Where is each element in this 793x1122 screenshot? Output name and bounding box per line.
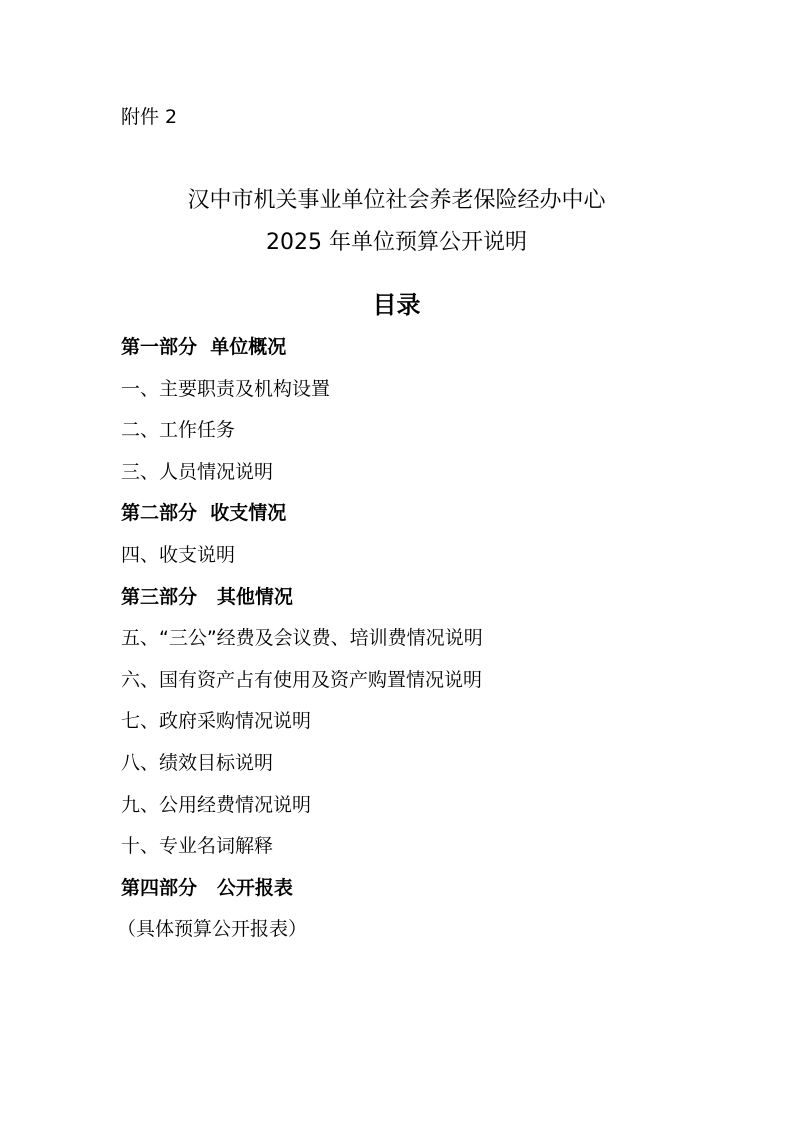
toc-note: （具体预算公开报表） [117, 918, 308, 941]
toc-item-4: 四、收支说明 [121, 543, 236, 566]
document-title-line-2: 2025 年单位预算公开说明 [266, 230, 527, 255]
toc-part-1: 第一部分 单位概况 [121, 336, 287, 358]
toc-item-7: 七、政府采购情况说明 [121, 710, 312, 733]
attachment-label: 附件 2 [121, 106, 178, 128]
toc-item-1: 一、主要职责及机构设置 [121, 377, 331, 400]
table-of-contents [117, 330, 741, 954]
toc-item-8: 八、绩效目标说明 [121, 751, 274, 774]
toc-part-4: 第四部分 公开报表 [121, 876, 293, 899]
toc-item-2: 二、工作任务 [121, 419, 236, 442]
toc-item-6: 六、国有资产占有使用及资产购置情况说明 [121, 668, 483, 691]
toc-item-5: 五、“三公”经费及会议费、培训费情况说明 [121, 627, 483, 650]
document-title-line-1: 汉中市机关事业单位社会养老保险经办中心 [187, 188, 606, 213]
toc-item-10: 十、专业名词解释 [121, 835, 274, 858]
toc-heading: 目录 [372, 291, 421, 319]
toc-item-3: 三、人员情况说明 [121, 460, 274, 483]
toc-item-9: 九、公用经费情况说明 [121, 793, 312, 816]
toc-part-2: 第二部分 收支情况 [121, 502, 287, 525]
toc-part-3: 第三部分 其他情况 [121, 585, 293, 608]
